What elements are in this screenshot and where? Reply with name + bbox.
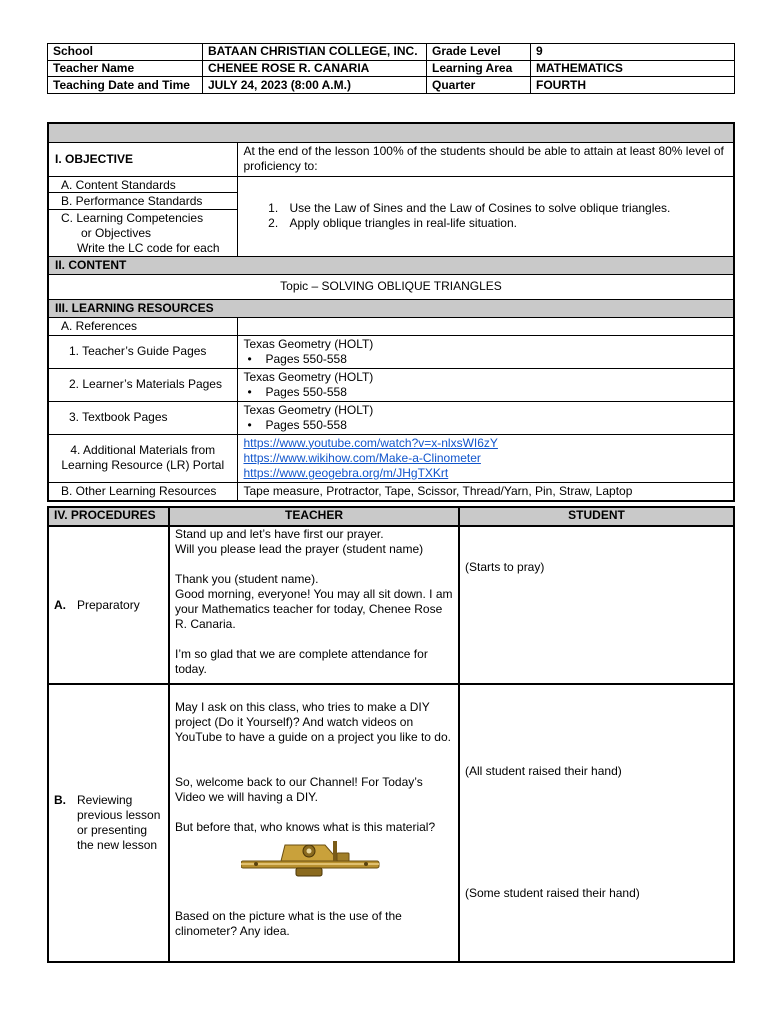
standards-row — [48, 176, 734, 256]
references-row — [48, 317, 734, 335]
grade-label: Grade Level — [427, 44, 531, 61]
area-label: Learning Area — [427, 60, 531, 77]
other-resources-label: B. Other Learning Resources — [48, 482, 237, 501]
teacher-line: But before that, who knows what is this material? — [175, 820, 436, 834]
teacher-line: Thank you (student name). — [175, 572, 319, 586]
procedures-table — [47, 506, 735, 963]
topic-text: Topic – SOLVING OBLIQUE TRIANGLES — [48, 274, 734, 299]
additional-materials-label-line-2: Learning Resource (LR) Portal — [61, 458, 225, 472]
resources-section-label: III. LEARNING RESOURCES — [48, 299, 734, 317]
student-line: (All student raised their hand) — [465, 764, 622, 778]
competency-item: 2. Apply oblique triangles in real-life situation. — [282, 216, 728, 231]
resource-row — [48, 401, 734, 434]
procedures-header-row — [48, 507, 734, 526]
youtube-link[interactable]: https://www.youtube.com/watch?v=x-nlxsWI6zY — [243, 435, 498, 450]
procedure-letter: A. — [54, 597, 66, 612]
resource-book: Texas Geometry (HOLT) — [243, 336, 374, 351]
resource-row-label: 2. Learner’s Materials Pages — [48, 368, 237, 401]
bullet: • — [247, 417, 252, 432]
objective-text: At the end of the lesson 100% of the students should be able to attain at least 80% level of proficiency to: — [237, 142, 734, 176]
teacher-value: CHENEE ROSE R. CANARIA — [203, 60, 427, 77]
resource-pages: Pages 550-558 — [265, 417, 347, 432]
bullet: • — [247, 384, 252, 399]
procedure-label: Preparatory — [77, 597, 140, 612]
teacher-label: Teacher Name — [48, 60, 203, 77]
datetime-value: JULY 24, 2023 (8:00 A.M.) — [203, 77, 427, 94]
learning-competencies-line-3: Write the LC code for each — [77, 240, 220, 255]
other-resources-value: Tape measure, Protractor, Tape, Scissor, Thread/Yarn, Pin, Straw, Laptop — [237, 482, 734, 501]
resource-pages: Pages 550-558 — [265, 384, 347, 399]
resource-book: Texas Geometry (HOLT) — [243, 402, 374, 417]
teacher-column-header: TEACHER — [169, 507, 459, 526]
student-column-header: STUDENT — [459, 507, 734, 526]
student-response — [459, 526, 734, 684]
additional-materials-label — [48, 434, 237, 482]
learning-competencies-line-2: or Objectives — [81, 225, 152, 240]
student-response — [459, 684, 734, 962]
lesson-plan-table — [47, 122, 735, 502]
competency-item: 1. Use the Law of Sines and the Law of Cosines to solve oblique triangles. — [282, 201, 728, 216]
quarter-value: FOURTH — [531, 77, 735, 94]
competency-list-cell — [237, 176, 734, 256]
resource-pages: Pages 550-558 — [265, 351, 347, 366]
procedure-label: Reviewing previous lesson or presenting the new lesson — [77, 793, 161, 852]
content-section-label: II. CONTENT — [48, 256, 734, 274]
resource-book: Texas Geometry (HOLT) — [243, 369, 374, 384]
clinometer-image — [241, 841, 381, 879]
quarter-label: Quarter — [427, 77, 531, 94]
objective-label: I. OBJECTIVE — [48, 142, 237, 176]
resource-row-label: 1. Teacher’s Guide Pages — [48, 335, 237, 368]
teacher-line: Will you please lead the prayer (student name) — [175, 542, 424, 556]
school-value: BATAAN CHRISTIAN COLLEGE, INC. — [203, 44, 427, 61]
topic-row — [48, 274, 734, 299]
grade-value: 9 — [531, 44, 735, 61]
content-section-header — [48, 256, 734, 274]
resources-section-header — [48, 299, 734, 317]
lesson-header-table — [47, 43, 735, 94]
teacher-line: Stand up and let’s have first our prayer. — [175, 527, 384, 541]
teacher-script — [169, 684, 459, 962]
learning-competencies-label — [49, 210, 237, 256]
other-resources-row — [48, 482, 734, 501]
teacher-line: Good morning, everyone! You may all sit down. I am your Mathematics teacher for today, Chenee Rose R. Canaria. — [175, 587, 453, 631]
procedure-row-preparatory — [48, 526, 734, 684]
teacher-line: May I ask on this class, who tries to make a DIY project (Do it Yourself)? And watch videos on YouTube to have a guide on a project you like to do. — [175, 700, 451, 744]
content-standards-label: A. Content Standards — [49, 177, 237, 193]
resource-row — [48, 335, 734, 368]
datetime-label: Teaching Date and Time — [48, 77, 203, 94]
teacher-line: I’m so glad that we are complete attendance for today. — [175, 647, 428, 676]
procedure-row-reviewing — [48, 684, 734, 962]
additional-materials-label-line-1: 4. Additional Materials from — [70, 443, 216, 457]
bullet: • — [247, 351, 252, 366]
procedure-letter: B. — [54, 793, 66, 807]
area-value: MATHEMATICS — [531, 60, 735, 77]
student-line: (Some student raised their hand) — [465, 886, 640, 900]
school-label: School — [48, 44, 203, 61]
teacher-line: Based on the picture what is the use of the clinometer? Any idea. — [175, 909, 402, 938]
resource-row-label: 3. Textbook Pages — [48, 401, 237, 434]
procedures-label: IV. PROCEDURES — [48, 507, 169, 526]
learning-competencies-line-1: C. Learning Competencies — [61, 210, 204, 225]
resource-row — [48, 368, 734, 401]
top-shaded-bar — [48, 123, 734, 142]
student-line: (Starts to pray) — [465, 560, 545, 574]
objective-row — [48, 142, 734, 176]
references-label: A. References — [48, 317, 237, 335]
teacher-line: So, welcome back to our Channel! For Today’s Video we will having a DIY. — [175, 775, 423, 804]
competency-list — [282, 201, 728, 231]
additional-materials-row — [48, 434, 734, 482]
performance-standards-label: B. Performance Standards — [49, 193, 237, 210]
geogebra-link[interactable]: https://www.geogebra.org/m/JHgTXKrt — [243, 465, 449, 480]
teacher-script — [169, 526, 459, 684]
wikihow-link[interactable]: https://www.wikihow.com/Make-a-Clinometer — [243, 450, 481, 465]
